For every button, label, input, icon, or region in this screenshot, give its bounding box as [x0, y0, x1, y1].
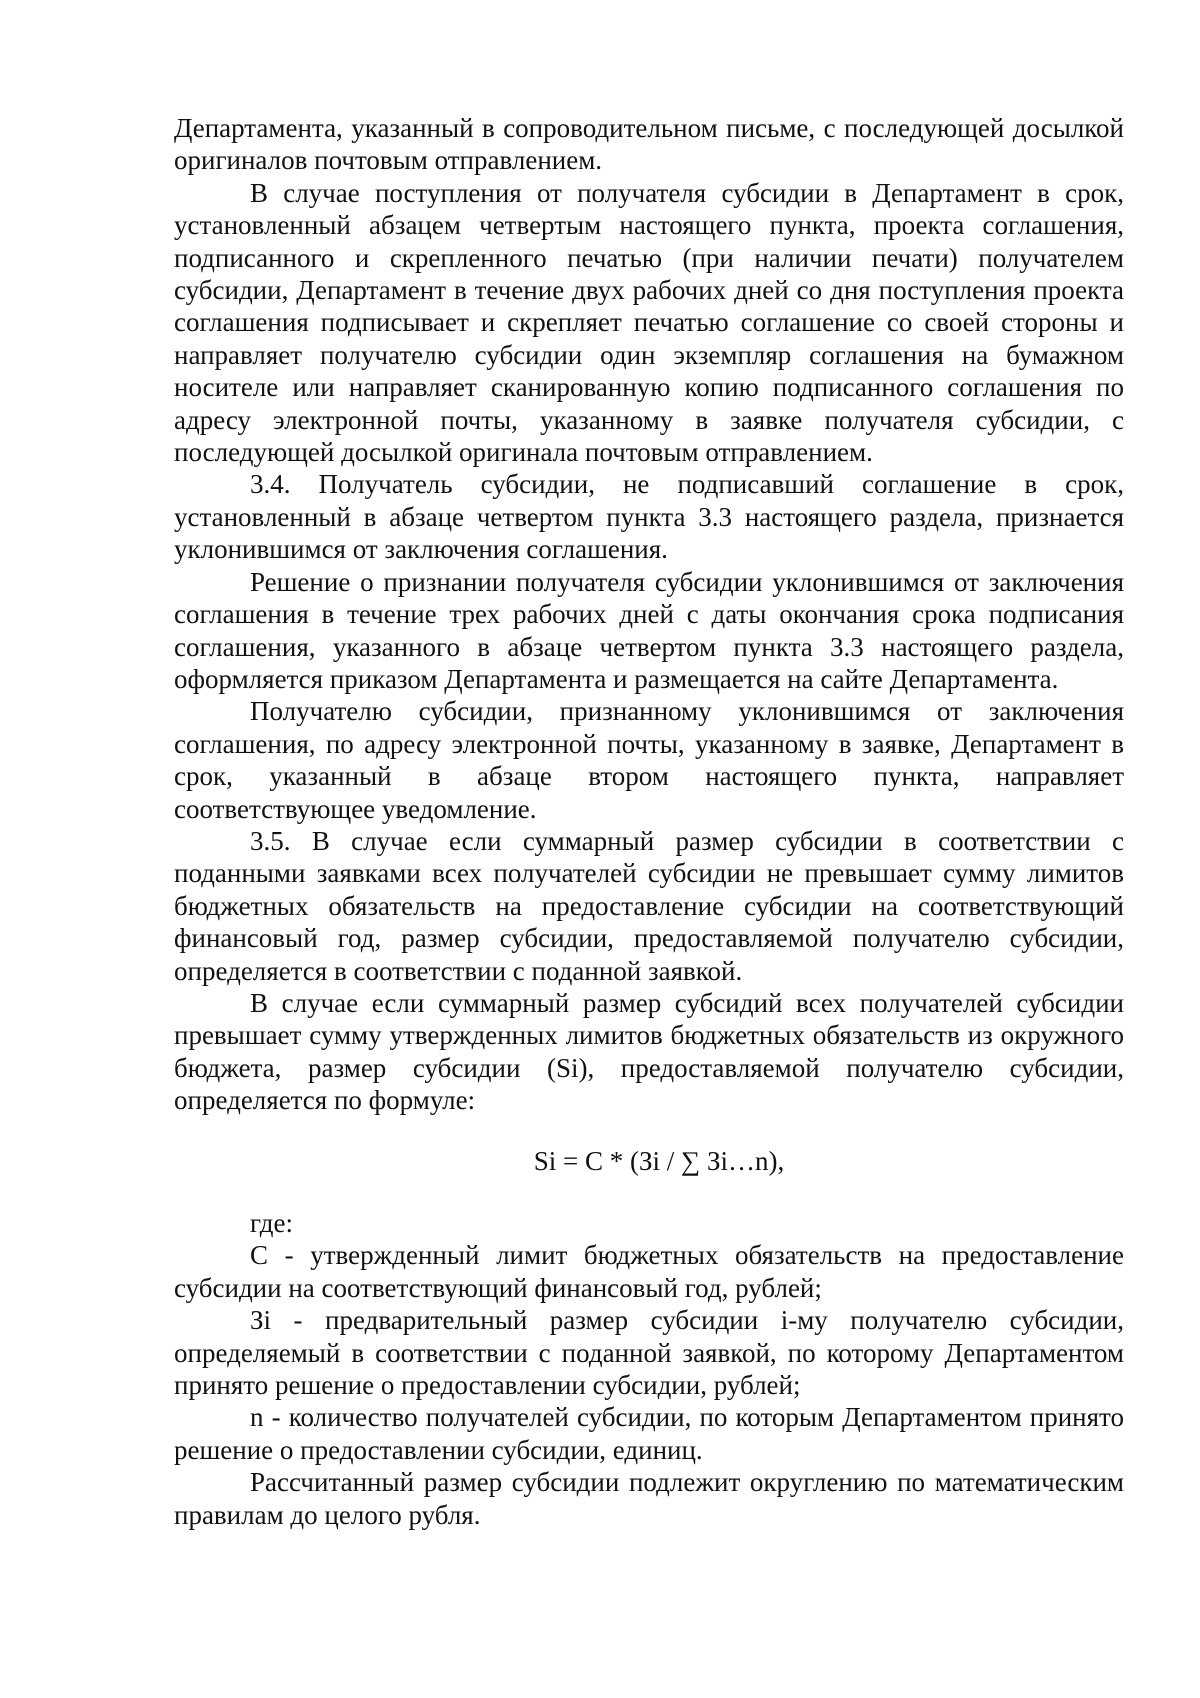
- definition-c: C - утвержденный лимит бюджетных обязательств на предоставление субсидии на соответствующий финансовый год, рублей;: [174, 1240, 1124, 1303]
- definition-zi: Зi - предварительный размер субсидии i-му получателю субсидии, определяемый в соответствии с поданной заявкой, по которому Департаментом принято решение о предоставлении субсидии, рублей;: [174, 1305, 1124, 1401]
- paragraph-formula-intro: В случае если суммарный размер субсидий всех получателей субсидии превышает сумму утвержденных лимитов бюджетных обязательств из окружного бюджета, размер субсидии (Si), предоставляемой получателю субсидии, определяется по формуле:: [174, 987, 1124, 1116]
- definition-n: n - количество получателей субсидии, по которым Департаментом принято решение о предоставлении субсидии, единиц.: [174, 1402, 1124, 1465]
- paragraph-3-4: 3.4. Получатель субсидии, не подписавший соглашение в срок, установленный в абзаце четвертом пункта 3.3 настоящего раздела, признается уклонившимся от заключения соглашения.: [174, 469, 1124, 565]
- formula-where-label: где:: [250, 1208, 293, 1238]
- document-page: [174, 112, 1124, 1531]
- subsidy-formula: Si = C * (Зi / ∑ Зi…n),: [533, 1145, 785, 1176]
- paragraph-rounding: Рассчитанный размер субсидии подлежит округлению по математическим правилам до целого рубля.: [174, 1467, 1124, 1530]
- paragraph-agreement-receipt: В случае поступления от получателя субсидии в Департамент в срок, установленный абзацем четвертым настоящего пункта, проекта соглашения, подписанного и скрепленного печатью (при наличии печати) получателем субсидии, Департамент в течение двух рабочих дней со дня поступления проекта соглашения подписывает и скрепляет печатью соглашение со своей стороны и направляет получателю субсидии один экземпляр соглашения на бумажном носителе или направляет сканированную копию подписанного соглашения по адресу электронной почты, указанному в заявке получателя субсидии, с последующей досылкой оригинала почтовым отправлением.: [174, 177, 1124, 468]
- paragraph-continuation: Департамента, указанный в сопроводительном письме, с последующей досылкой оригиналов почтовым отправлением.: [174, 113, 1124, 176]
- paragraph-evasion-notice: Получателю субсидии, признанному уклонившимся от заключения соглашения, по адресу электронной почты, указанному в заявке, Департамент в срок, указанный в абзаце втором настоящего пункта, направляет соответствующее уведомление.: [174, 696, 1124, 824]
- paragraph-evasion-decision: Решение о признании получателя субсидии уклонившимся от заключения соглашения в течение трех рабочих дней с даты окончания срока подписания соглашения, указанного в абзаце четвертом пункта 3.3 настоящего раздела, оформляется приказом Департамента и размещается на сайте Департамента.: [174, 566, 1124, 694]
- paragraph-3-5: 3.5. В случае если суммарный размер субсидии в соответствии с поданными заявками всех получателей субсидии не превышает сумму лимитов бюджетных обязательств на предоставление субсидии на соответствующий финансовый год, размер субсидии, предоставляемой получателю субсидии, определяется в соответствии с поданной заявкой.: [174, 825, 1124, 986]
